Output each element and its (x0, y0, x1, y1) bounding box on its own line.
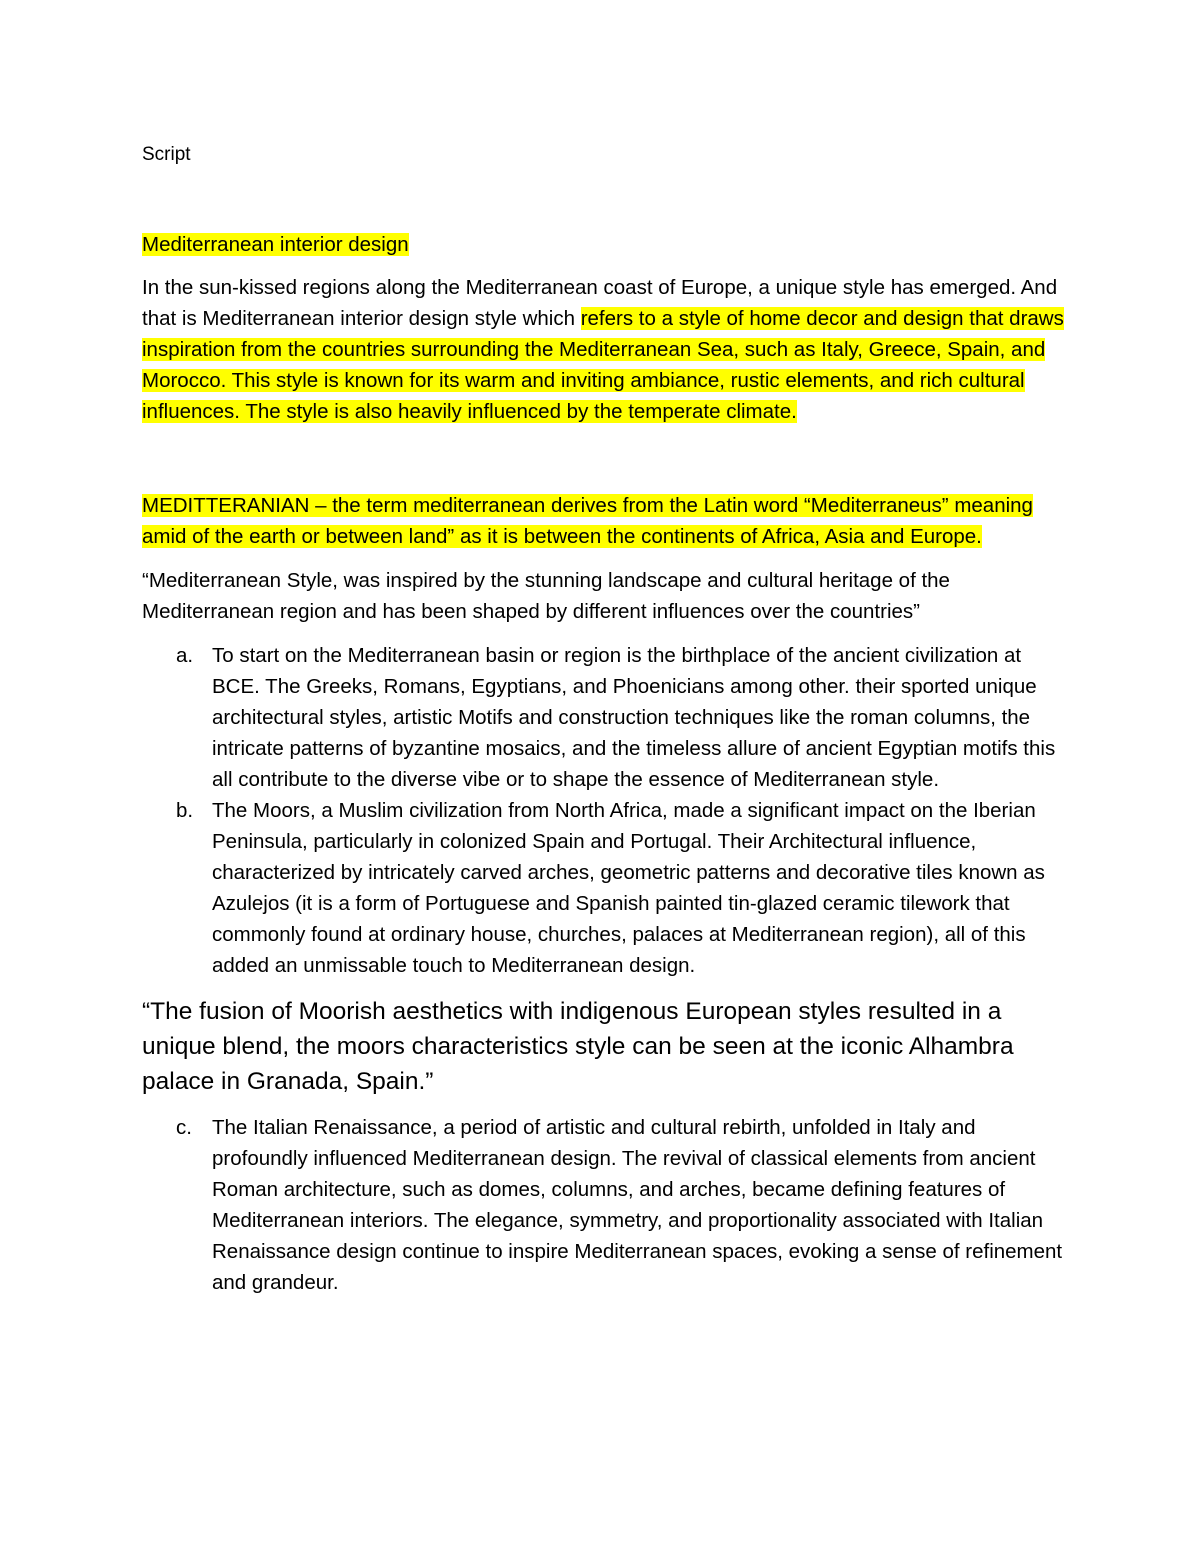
list-marker: a. (176, 644, 194, 667)
spacer (142, 981, 1067, 994)
intro-highlighted-text: refers to a style of home decor and design that draws inspiration from the countries surrounding the Mediterranean Sea, such as Italy, Greece, Spain, and Morocco. This style is known for its warm and inviting ambiance, rustic elements, and rich cultural influences. The style is also heavily influenced by the temperate climate. (142, 307, 1064, 423)
influences-list-1 (142, 640, 1067, 981)
list-item-text: The Moors, a Muslim civilization from North Africa, made a significant impact on the Iberian Peninsula, particularly in colonized Spain and Portugal. Their Architectural influence, characterized by intricately carved arches, geometric patterns and decorative tiles known as Azulejos (it is a form of Portuguese and Spanish painted tin-glazed ceramic tilework that commonly found at ordinary house, churches, palaces at Mediterranean region), all of this added an unmissable touch to Mediterranean design. (212, 799, 1045, 977)
list-item (142, 795, 1067, 981)
list-item (142, 1112, 1067, 1298)
spacer (142, 427, 1067, 490)
influences-list-2 (142, 1112, 1067, 1298)
document-body (142, 141, 1067, 1298)
spacer (142, 627, 1067, 640)
etymology-highlight: MEDITTERANIAN – the term mediterranean derives from the Latin word “Mediterraneus” meaning amid of the earth or between land” as it is between the continents of Africa, Asia and Europe. (142, 494, 1033, 548)
style-quote: “Mediterranean Style, was inspired by the stunning landscape and cultural heritage of the Mediterranean region and has been shaped by different influences over the countries” (142, 569, 950, 623)
script-label: Script (142, 144, 191, 165)
intro-paragraph (142, 272, 1067, 427)
spacer (142, 552, 1067, 565)
document-title (142, 229, 1067, 260)
list-item-text: To start on the Mediterranean basin or region is the birthplace of the ancient civilization at BCE. The Greeks, Romans, Egyptians, and Phoenicians among other. their sported unique architectural styles, artistic Motifs and construction techniques like the roman columns, the intricate patterns of byzantine mosaics, and the timeless allure of ancient Egyptian motifs this all contribute to the diverse vibe or to shape the essence of Mediterranean style. (212, 644, 1056, 791)
moorish-fusion-quote: “The fusion of Moorish aesthetics with indigenous European styles resulted in a unique blend, the moors characteristics style can be seen at the iconic Alhambra palace in Granada, Spain.” (142, 998, 1014, 1095)
intro-plain-text: In the sun-kissed regions along the Mediterranean coast of Europe, a unique style has emerged. And that is Mediterranean interior design style which (142, 276, 1058, 330)
title-highlight: Mediterranean interior design (142, 233, 409, 256)
etymology-paragraph (142, 490, 1067, 552)
spacer (142, 1099, 1067, 1112)
list-item (142, 640, 1067, 795)
list-marker: c. (176, 1116, 192, 1139)
list-marker: b. (176, 799, 194, 822)
list-item-text: The Italian Renaissance, a period of artistic and cultural rebirth, unfolded in Italy and profoundly influenced Mediterranean design. The revival of classical elements from ancient Roman architecture, such as domes, columns, and arches, became defining features of Mediterranean interiors. The elegance, symmetry, and proportionality associated with Italian Renaissance design continue to inspire Mediterranean spaces, evoking a sense of refinement and grandeur. (212, 1116, 1063, 1294)
